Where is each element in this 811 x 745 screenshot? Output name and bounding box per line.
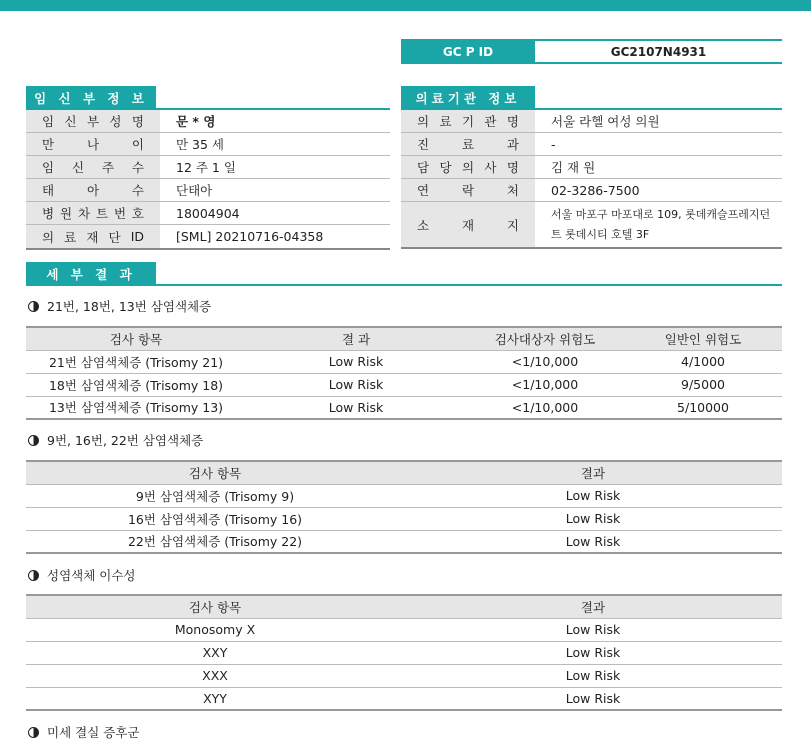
table-cell: Low Risk: [404, 664, 782, 687]
section-title: 성염색체 이수성: [47, 568, 136, 583]
table-row: [26, 618, 782, 641]
table-cell: <1/10,000: [466, 396, 624, 419]
info-row: [26, 133, 390, 156]
info-key: 연 락 처: [401, 179, 535, 201]
table-cell: Low Risk: [404, 618, 782, 641]
info-row: [401, 202, 782, 247]
info-value: 문 * 영: [176, 114, 216, 129]
detail-results-tab: 세 부 결 과: [26, 262, 156, 285]
table-cell: 22번 삼염색체증 (Trisomy 22): [26, 530, 404, 553]
section-trisomy-21-18-13: [28, 297, 211, 315]
table-cell: Low Risk: [404, 484, 782, 507]
table-cell: Low Risk: [246, 396, 466, 419]
info-value: 12 주 1 일: [176, 160, 236, 175]
info-row: [26, 225, 390, 248]
info-key: 임 신 주 수: [26, 156, 160, 178]
clinic-info-table: [401, 110, 782, 249]
table-row: [26, 687, 782, 710]
table-cell: 18번 삼염색체증 (Trisomy 18): [26, 373, 246, 396]
column-header: 일반인 위험도: [624, 327, 782, 350]
section-title: 21번, 18번, 13번 삼염색체증: [47, 299, 212, 314]
table-cell: 13번 삼염색체증 (Trisomy 13): [26, 396, 246, 419]
table-cell: XYY: [26, 687, 404, 710]
info-value: -: [551, 136, 556, 152]
table-row: [26, 484, 782, 507]
info-row: [401, 179, 782, 202]
table-cell: 4/1000: [624, 350, 782, 373]
info-value: 단태아: [176, 183, 213, 198]
patient-info-table: [26, 110, 390, 250]
info-row: [26, 156, 390, 179]
table-cell: <1/10,000: [466, 373, 624, 396]
info-row: [26, 179, 390, 202]
info-value: 만 35 세: [176, 137, 225, 152]
column-header: 검사 항목: [26, 327, 246, 350]
clinic-info-tab: 의료기관 정보: [401, 86, 535, 109]
table-cell: 16번 삼염색체증 (Trisomy 16): [26, 507, 404, 530]
patient-info-tab: 임 신 부 정 보: [26, 86, 156, 109]
half-circle-icon: [28, 435, 39, 446]
results-table-1: [26, 326, 782, 420]
info-value: 김 재 원: [551, 160, 596, 175]
column-header: 결과: [404, 461, 782, 484]
info-value: 서울 마포구 마포대로 109, 롯데캐슬프레지던트 롯데시티 호텔 3F: [551, 207, 771, 241]
table-cell: XXY: [26, 641, 404, 664]
table-cell: Low Risk: [404, 687, 782, 710]
info-key: 의 료 기 관 명: [401, 110, 535, 132]
table-row: [26, 373, 782, 396]
results-table-3: [26, 594, 782, 711]
column-header: 결과: [404, 595, 782, 618]
detail-results-underline: [26, 284, 782, 286]
info-row: [401, 110, 782, 133]
half-circle-icon: [28, 727, 39, 738]
info-key: 의 료 재 단 ID: [26, 225, 160, 248]
gcp-id-value: GC2107N4931: [610, 44, 707, 59]
info-row: [401, 156, 782, 179]
half-circle-icon: [28, 570, 39, 581]
info-key: 진 료 과: [401, 133, 535, 155]
gcp-id-box: [401, 39, 782, 64]
table-row: [26, 396, 782, 419]
info-value: [SML] 20210716-04358: [176, 229, 324, 244]
section-title: 9번, 16번, 22번 삼염색체증: [47, 433, 204, 448]
column-header: 검사대상자 위험도: [466, 327, 624, 350]
section-microdeletion: [28, 723, 139, 741]
table-cell: 9/5000: [624, 373, 782, 396]
table-cell: Monosomy X: [26, 618, 404, 641]
info-value: 서울 라헬 여성 의원: [551, 114, 660, 129]
table-cell: Low Risk: [404, 530, 782, 553]
info-key: 임 신 부 성 명: [26, 110, 160, 132]
table-row: [26, 664, 782, 687]
table-cell: Low Risk: [246, 373, 466, 396]
info-row: [26, 202, 390, 225]
table-cell: <1/10,000: [466, 350, 624, 373]
info-value: 02-3286-7500: [551, 182, 640, 198]
top-accent-bar: [0, 0, 811, 11]
column-header: 검사 항목: [26, 595, 404, 618]
results-table-2: [26, 460, 782, 554]
table-cell: Low Risk: [404, 641, 782, 664]
table-row: [26, 641, 782, 664]
table-cell: 9번 삼염색체증 (Trisomy 9): [26, 484, 404, 507]
info-key: 태 아 수: [26, 179, 160, 201]
section-trisomy-9-16-22: [28, 431, 203, 449]
info-key: 만 나 이: [26, 133, 160, 155]
table-cell: XXX: [26, 664, 404, 687]
column-header: 검사 항목: [26, 461, 404, 484]
table-row: [26, 530, 782, 553]
info-row: [401, 133, 782, 156]
table-cell: Low Risk: [246, 350, 466, 373]
column-header: 결 과: [246, 327, 466, 350]
table-cell: 5/10000: [624, 396, 782, 419]
info-value: 18004904: [176, 205, 240, 221]
info-key: 담 당 의 사 명: [401, 156, 535, 178]
half-circle-icon: [28, 301, 39, 312]
info-key: 병 원 차 트 번 호: [26, 202, 160, 224]
info-row: [26, 110, 390, 133]
info-key: 소 재 지: [401, 202, 535, 247]
gcp-id-label: GC P ID: [401, 41, 535, 62]
section-title: 미세 결실 증후군: [47, 725, 140, 740]
table-cell: Low Risk: [404, 507, 782, 530]
table-row: [26, 350, 782, 373]
section-sex-chromosome: [28, 566, 136, 584]
table-cell: 21번 삼염색체증 (Trisomy 21): [26, 350, 246, 373]
table-row: [26, 507, 782, 530]
